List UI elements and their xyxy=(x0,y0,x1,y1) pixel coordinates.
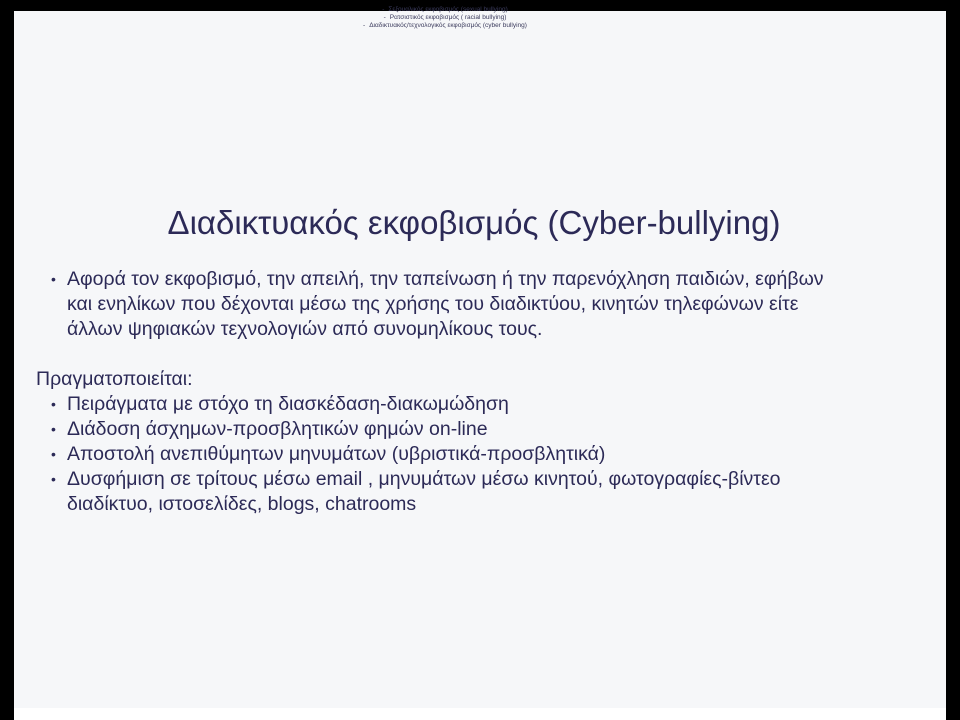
list-item: - Ρατσιστικός εκφοβισμός ( racial bullying) xyxy=(383,14,507,22)
list-item: - Σεξουαλικός εκφοβισμός (sexual bullying) xyxy=(382,6,508,13)
bullet-dot: - xyxy=(383,14,386,22)
bullet-line: Πειράγματα με στόχο τη διασκέδαση-διακωμώδηση xyxy=(67,393,509,415)
bullet-line: Διάδοση άσχημων-προσβλητικών φημών on-line xyxy=(67,418,488,440)
slide-title: Διαδικτυακός εκφοβισμός (Cyber-bullying) xyxy=(167,204,781,241)
presentation-slide xyxy=(14,6,946,708)
intro-bullet xyxy=(36,267,916,342)
bullet-line: Δυσφήμιση σε τρίτους μέσω email , μηνυμάτων μέσω κινητού, φωτογραφίες-βίντεο xyxy=(67,468,781,490)
bottom-strip xyxy=(14,708,946,720)
bullet-dot: - xyxy=(363,22,366,30)
bullet-dot: • xyxy=(51,471,56,487)
bullet-dot: • xyxy=(51,271,56,287)
bullet-dot: • xyxy=(51,446,56,462)
section-label: Πραγματοποιείται: xyxy=(36,368,193,390)
bullet-line: Αφορά τον εκφοβισμό, την απειλή, την ταπείνωση ή την παρενόχληση παιδιών, εφήβων xyxy=(67,268,824,290)
bullet-dot: • xyxy=(51,421,56,437)
bullet-dot: • xyxy=(51,396,56,412)
spacer xyxy=(36,342,916,367)
bullet-line: άλλων ψηφιακών τεχνολογιών από συνομηλίκους τους. xyxy=(67,318,543,340)
bullet-dot: - xyxy=(382,6,385,13)
bullet-line: διαδίκτυο, ιστοσελίδες, blogs, chatrooms xyxy=(67,493,417,515)
bullet-line: και ενηλίκων που δέχονται μέσω της χρήσης του διαδικτύου, κινητών τηλεφώνων είτε xyxy=(67,293,799,315)
list-item xyxy=(36,417,916,442)
list-item xyxy=(36,442,916,467)
list-item xyxy=(36,467,916,517)
list-item: - Διαδικτυακός/τεχνολογικός εκφοβισμός (cyber bullying) xyxy=(363,22,527,30)
list-item xyxy=(36,392,916,417)
slide-body xyxy=(36,267,916,517)
previous-slide-list xyxy=(14,6,876,31)
bullet-line: Αποστολή ανεπιθύμητων μηνυμάτων (υβριστικά-προσβλητικά) xyxy=(67,443,606,465)
